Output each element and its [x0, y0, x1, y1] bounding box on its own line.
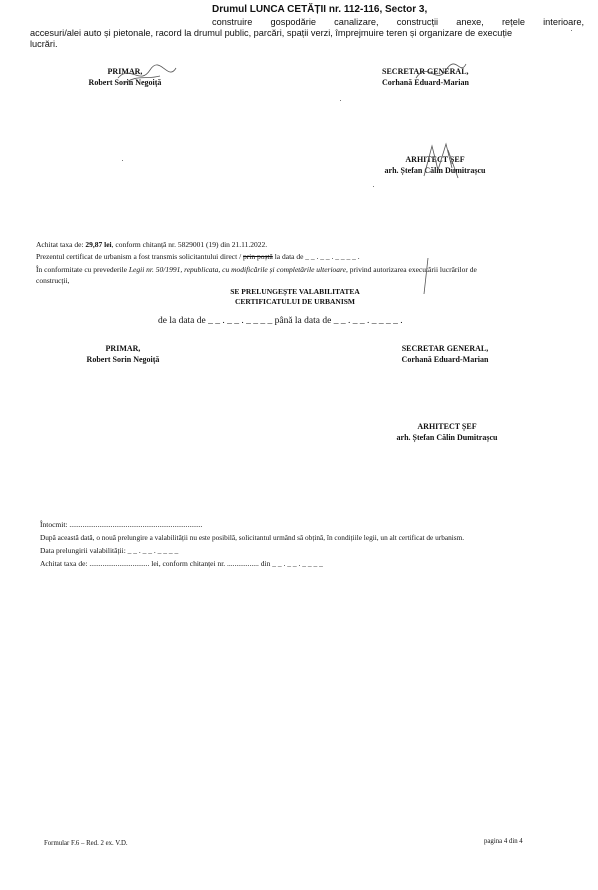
secretar-title-bottom: SECRETAR GENERAL,: [401, 344, 489, 353]
arhitect-signature-mark: [418, 140, 468, 182]
transmission-struck-text: prin poștă: [243, 252, 273, 261]
arhitect-title: ARHITECT ȘEF: [405, 155, 465, 164]
secretar-title: SECRETAR GENERAL,: [382, 67, 469, 76]
transmission-line: [36, 252, 360, 261]
transmission-text: Prezentul certificat de urbanism a fost transmis solicitantului direct /: [36, 252, 244, 261]
transmission-date: la data de _ _ . _ _ . _ _ _ _ .: [272, 252, 360, 261]
payment-amount: 29,87 lei: [85, 240, 112, 249]
scan-speck: [122, 160, 123, 161]
extension-heading: [160, 287, 430, 307]
conformity-line-2: construcții,: [36, 276, 70, 285]
conformity-rest: , privind autorizarea executării lucrărilor de: [346, 265, 477, 274]
arhitect-signature-block-bottom: [372, 421, 522, 443]
extension-heading-2: CERTIFICATULUI DE URBANISM: [234, 297, 356, 306]
conformity-text: În conformitate cu prevederile: [36, 265, 129, 274]
arhitect-name-bottom: arh. Ștefan Călin Dumitrașcu: [396, 433, 498, 442]
conformity-paragraph: [36, 264, 566, 286]
scan-speck: [373, 186, 374, 187]
secretar-signature-block-bottom: [380, 343, 510, 365]
secretar-name: Corhană Eduard-Marian: [382, 78, 469, 87]
primar-signature-mark: [110, 60, 180, 90]
form-code: Formular F.6 – Red. 2 ex. V.D.: [44, 840, 128, 847]
primar-name: Robert Sorin Negoiță: [88, 78, 162, 87]
payment-receipt: , conform chitanță nr. 5829001 (19) din 21.11.2022.: [111, 240, 268, 249]
extension-date-line: Data prelungirii valabilității: _ _ . _ _ . _ _ _ _: [40, 546, 179, 555]
primar-title: PRIMAR,: [107, 67, 143, 76]
primar-signature-block-bottom: [58, 343, 188, 365]
fee-paid-line: Achitat taxa de: ................................ lei, conform chitanței nr. ................. din _ _ . _ _ . _ _ _ _: [40, 559, 323, 568]
secretar-name-bottom: Corhană Eduard-Marian: [401, 355, 489, 364]
payment-line: [36, 240, 267, 249]
extension-dates: de la data de _ _ . _ _ . _ _ _ _ până la data de _ _ . _ _ . _ _ _ _ .: [158, 316, 403, 326]
scan-speck: [340, 100, 341, 101]
address-title: Drumul LUNCA CETĂȚII nr. 112-116, Sector 3,: [212, 4, 428, 15]
extension-heading-1: SE PRELUNGEȘTE VALABILITATEA: [230, 287, 360, 296]
prepared-by-line: Întocmit: .......................................................................: [40, 520, 203, 529]
arhitect-title-bottom: ARHITECT ȘEF: [417, 422, 477, 431]
description-line-2: accesuri/alei auto și pietonale, racord la drumul public, parcări, spații verzi, împrejmuire teren și organizare de execuție: [30, 28, 513, 38]
arhitect-name: arh. Ștefan Călin Dumitrașcu: [384, 166, 486, 175]
primar-name-bottom: Robert Sorin Negoiță: [86, 355, 160, 364]
conformity-law: Legii nr. 50/1991, republicata, cu modificările și completările ulterioare: [128, 265, 347, 274]
payment-prefix: Achitat taxa de:: [36, 240, 86, 249]
after-date-note: După această dată, o nouă prelungire a valabilității nu este posibilă, solicitantul urmând să obțină, în condițiile legii, un alt certificat de urbanism.: [40, 533, 465, 542]
secretar-signature-mark: [410, 58, 470, 88]
scan-speck: [571, 30, 572, 31]
description-line-3: lucrări.: [30, 39, 58, 49]
description-line-1: construire gospodărie canalizare, construcții anexe, rețele interioare,: [212, 17, 584, 27]
page-number: pagina 4 din 4: [484, 838, 523, 845]
primar-title-bottom: PRIMAR,: [105, 344, 141, 353]
